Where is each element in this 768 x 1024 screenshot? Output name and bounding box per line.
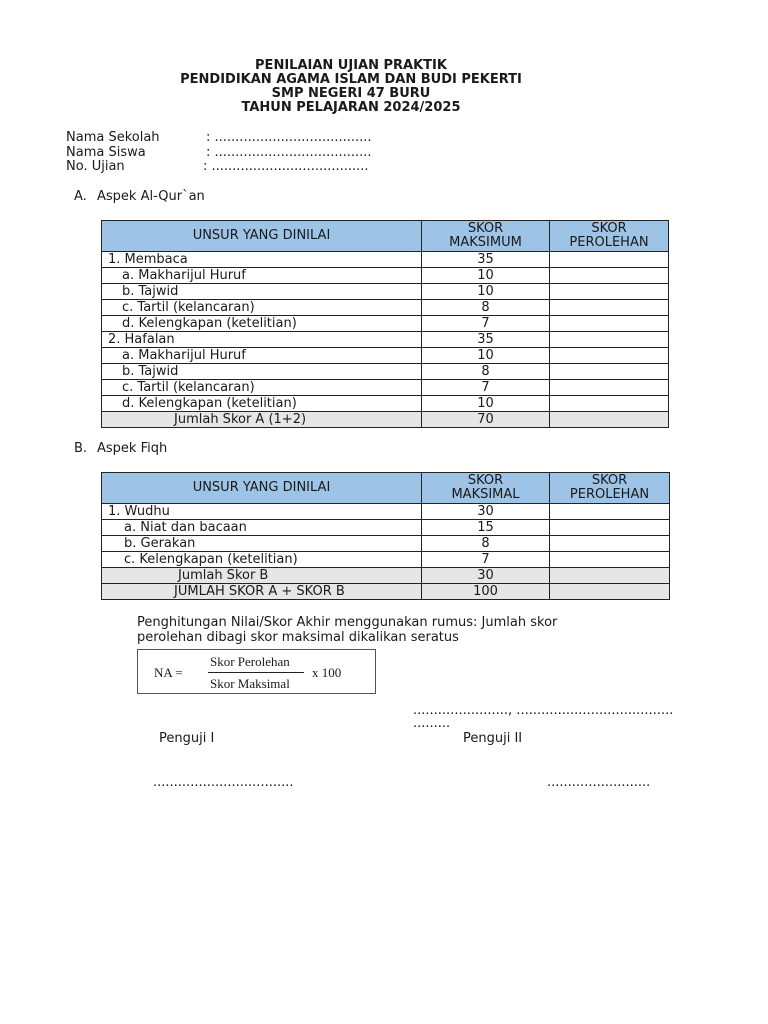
table-row: [102, 520, 670, 536]
table-b-total-row: [102, 568, 670, 584]
table-b-header-score: SKOR PEROLEHAN: [550, 473, 670, 504]
identity-exam-number-label: No. Ujian: [66, 159, 125, 174]
title-line-3: SMP NEGERI 47 BURU: [271, 86, 431, 101]
section-b-table: [101, 472, 670, 600]
section-a-marker: A.: [74, 189, 87, 204]
table-row: [102, 316, 669, 332]
row-label: 1. Membaca: [102, 252, 422, 268]
row-score-cell[interactable]: [550, 268, 669, 284]
examiner-1-label: Penguji I: [159, 731, 215, 746]
examiner-2-signature-line: .........................: [547, 775, 651, 790]
total-a-label: Jumlah Skor A (1+2): [102, 412, 422, 428]
row-max-score: 15: [422, 520, 550, 536]
grand-total-row: [102, 584, 670, 600]
row-label: a. Makharijul Huruf: [102, 348, 422, 364]
table-a-header-criteria: UNSUR YANG DINILAI: [102, 221, 422, 252]
row-label: b. Tajwid: [102, 284, 422, 300]
table-row: [102, 284, 669, 300]
table-row: [102, 348, 669, 364]
formula-description: Penghitungan Nilai/Skor Akhir menggunakan rumus: Jumlah skor perolehan dibagi skor maksimal dikalikan seratus: [137, 615, 558, 645]
row-label: b. Tajwid: [102, 364, 422, 380]
row-max-score: 35: [422, 252, 550, 268]
total-b-max: 30: [422, 568, 550, 584]
row-score-cell[interactable]: [550, 364, 669, 380]
place-date-line-continued: .........: [413, 716, 451, 731]
row-score-cell[interactable]: [550, 300, 669, 316]
row-score-cell[interactable]: [550, 504, 670, 520]
identity-exam-number: [66, 160, 369, 174]
row-max-score: 7: [422, 380, 550, 396]
row-label: c. Kelengkapan (ketelitian): [102, 552, 422, 568]
row-max-score: 30: [422, 504, 550, 520]
row-score-cell[interactable]: [550, 332, 669, 348]
total-a-max: 70: [422, 412, 550, 428]
grand-total-score-cell[interactable]: [550, 584, 670, 600]
identity-student: [66, 146, 372, 160]
row-label: 2. Hafalan: [102, 332, 422, 348]
identity-exam-number-value: : ......................................: [203, 159, 369, 174]
table-b-header-max: SKOR MAKSIMAL: [422, 473, 550, 504]
place-date-line: ......................., ......................................: [413, 703, 674, 718]
table-row: [102, 252, 669, 268]
table-row: [102, 332, 669, 348]
row-score-cell[interactable]: [550, 552, 670, 568]
table-row: [102, 504, 670, 520]
row-label: b. Gerakan: [102, 536, 422, 552]
table-row: [102, 536, 670, 552]
row-label: a. Niat dan bacaan: [102, 520, 422, 536]
table-row: [102, 380, 669, 396]
section-a-table: [101, 220, 669, 428]
section-b-title: Aspek Fiqh: [97, 441, 168, 456]
table-row: [102, 552, 670, 568]
row-max-score: 10: [422, 284, 550, 300]
row-score-cell[interactable]: [550, 536, 670, 552]
row-max-score: 10: [422, 268, 550, 284]
identity-student-value: : ......................................: [206, 145, 372, 160]
formula-multiplier: x 100: [312, 665, 342, 680]
row-label: d. Kelengkapan (ketelitian): [102, 396, 422, 412]
row-label: d. Kelengkapan (ketelitian): [102, 316, 422, 332]
row-max-score: 10: [422, 396, 550, 412]
row-score-cell[interactable]: [550, 284, 669, 300]
table-b-header-criteria: UNSUR YANG DINILAI: [102, 473, 422, 504]
row-max-score: 8: [422, 536, 550, 552]
examiner-2-label: Penguji II: [463, 731, 523, 746]
identity-school-value: : ......................................: [206, 130, 372, 145]
grand-total-label: JUMLAH SKOR A + SKOR B: [102, 584, 422, 600]
row-max-score: 10: [422, 348, 550, 364]
formula-fraction-bar: [208, 672, 304, 673]
formula-na-label: NA =: [154, 665, 183, 680]
total-a-score-cell[interactable]: [550, 412, 669, 428]
row-label: 1. Wudhu: [102, 504, 422, 520]
table-a-total-row: [102, 412, 669, 428]
identity-student-label: Nama Siswa: [66, 145, 146, 160]
examiner-1-signature-line: ..................................: [153, 775, 294, 790]
section-a-title: Aspek Al-Qur`an: [97, 189, 205, 204]
row-score-cell[interactable]: [550, 348, 669, 364]
row-score-cell[interactable]: [550, 252, 669, 268]
table-a-header-max: SKOR MAKSIMUM: [422, 221, 550, 252]
row-max-score: 7: [422, 316, 550, 332]
row-max-score: 7: [422, 552, 550, 568]
total-b-label: Jumlah Skor B: [102, 568, 422, 584]
table-row: [102, 300, 669, 316]
row-label: a. Makharijul Huruf: [102, 268, 422, 284]
formula-box: [137, 649, 376, 694]
title-line-4: TAHUN PELAJARAN 2024/2025: [241, 100, 461, 115]
section-b-heading: [74, 441, 167, 457]
row-label: c. Tartil (kelancaran): [102, 380, 422, 396]
row-score-cell[interactable]: [550, 520, 670, 536]
formula-denominator: Skor Maksimal: [210, 676, 290, 691]
row-max-score: 8: [422, 364, 550, 380]
row-score-cell[interactable]: [550, 380, 669, 396]
identity-school-label: Nama Sekolah: [66, 130, 160, 145]
table-a-header-score: SKOR PEROLEHAN: [550, 221, 669, 252]
row-max-score: 8: [422, 300, 550, 316]
section-b-marker: B.: [74, 441, 88, 456]
identity-school: [66, 131, 372, 145]
row-score-cell[interactable]: [550, 396, 669, 412]
section-a-heading: [74, 189, 205, 205]
grand-total-max: 100: [422, 584, 550, 600]
table-row: [102, 364, 669, 380]
formula-numerator: Skor Perolehan: [210, 654, 290, 669]
table-row: [102, 396, 669, 412]
title-line-2: PENDIDIKAN AGAMA ISLAM DAN BUDI PEKERTI: [180, 72, 522, 87]
total-b-score-cell[interactable]: [550, 568, 670, 584]
row-max-score: 35: [422, 332, 550, 348]
title-line-1: PENILAIAN UJIAN PRAKTIK: [255, 58, 447, 73]
row-score-cell[interactable]: [550, 316, 669, 332]
table-row: [102, 268, 669, 284]
row-label: c. Tartil (kelancaran): [102, 300, 422, 316]
